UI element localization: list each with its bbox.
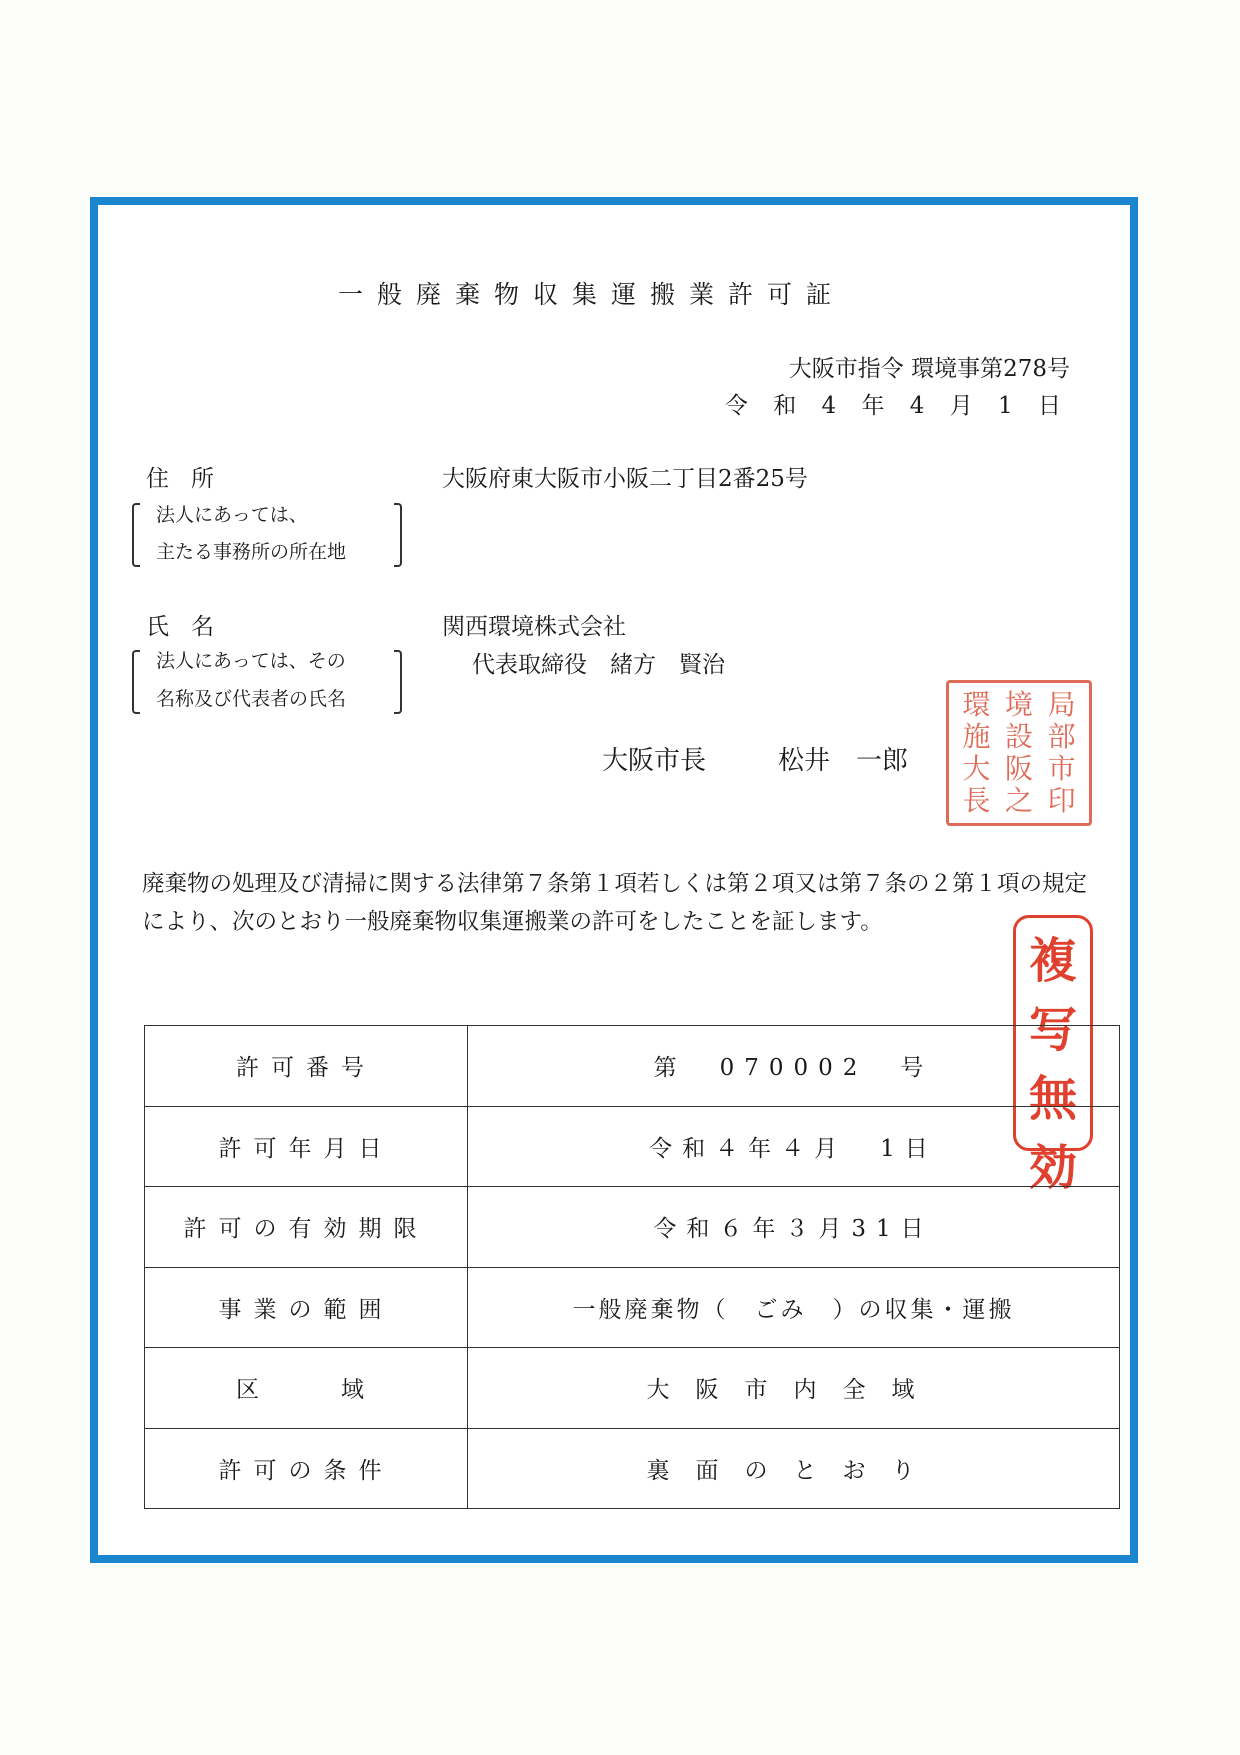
stamp-char: 無 [1028,1071,1077,1127]
mayor-name: 松井 一郎 [778,746,909,776]
certificate-title: 一般廃棄物収集運搬業許可証 [338,280,846,309]
row-value: 大阪市内全域 [468,1348,1120,1429]
row-value: 第 070002 号 [468,1026,1120,1107]
row-key: 許可の有効期限 [145,1187,468,1268]
seal-char: 市 [1047,752,1076,785]
seal-char: 設 [1004,720,1033,753]
seal-char: 印 [1047,784,1076,817]
row-value: 一般廃棄物（ ごみ ）の収集・運搬 [468,1267,1120,1348]
name-note-line2: 名称及び代表者の氏名 [156,688,347,710]
table-row [145,1106,1120,1187]
row-key: 区 域 [145,1348,468,1429]
stamp-char: 複 [1028,933,1077,989]
name-label: 氏名 [146,614,236,640]
address-note-bracket-right [394,503,402,567]
seal-char: 長 [962,784,991,817]
official-seal [946,680,1092,826]
seal-char: 大 [962,752,991,785]
name-note-line1: 法人にあっては、その [156,650,346,672]
mayor-title: 大阪市長 [602,746,707,776]
row-value: 裏面のとおり [468,1428,1120,1509]
address-note-line2: 主たる事務所の所在地 [156,541,347,563]
name-note-bracket-right [394,650,402,714]
row-key: 許可の条件 [145,1428,468,1509]
company-name: 関西環境株式会社 [442,614,626,640]
issue-date: 令 和 4 年 4 月 1 日 [724,393,1070,419]
seal-char: 之 [1004,784,1033,817]
table-row [145,1428,1120,1509]
row-key: 許可番号 [145,1026,468,1107]
issue-number: 大阪市指令 環境事第278号 [788,356,1070,382]
seal-char: 部 [1047,720,1076,753]
name-note-bracket-left [132,650,140,714]
table-row [145,1026,1120,1107]
row-value: 令和６年３月31日 [468,1187,1120,1268]
row-key: 許可年月日 [145,1106,468,1187]
table-row [145,1348,1120,1429]
representative-name: 代表取締役 緒方 賢治 [472,652,725,678]
address-label: 住所 [146,466,236,492]
permit-details-table [144,1025,1120,1509]
address-note-bracket-left [132,503,140,567]
certification-statement: 廃棄物の処理及び清掃に関する法律第７条第１項若しくは第２項又は第７条の２第１項の規定により、次のとおり一般廃棄物収集運搬業の許可をしたことを証します。 [142,871,1088,935]
seal-char: 境 [1004,688,1033,721]
seal-char: 局 [1047,688,1076,721]
row-value: 令和４年４月 1日 [468,1106,1120,1187]
address-note-line1: 法人にあっては、 [156,504,308,526]
table-row [145,1187,1120,1268]
stamp-char: 効 [1028,1140,1077,1196]
seal-char: 施 [962,720,991,753]
stamp-char: 写 [1028,1002,1077,1058]
table-row [145,1267,1120,1348]
address-value: 大阪府東大阪市小阪二丁目2番25号 [442,466,808,492]
seal-char: 環 [962,688,991,721]
seal-char: 阪 [1004,752,1033,785]
row-key: 事業の範囲 [145,1267,468,1348]
